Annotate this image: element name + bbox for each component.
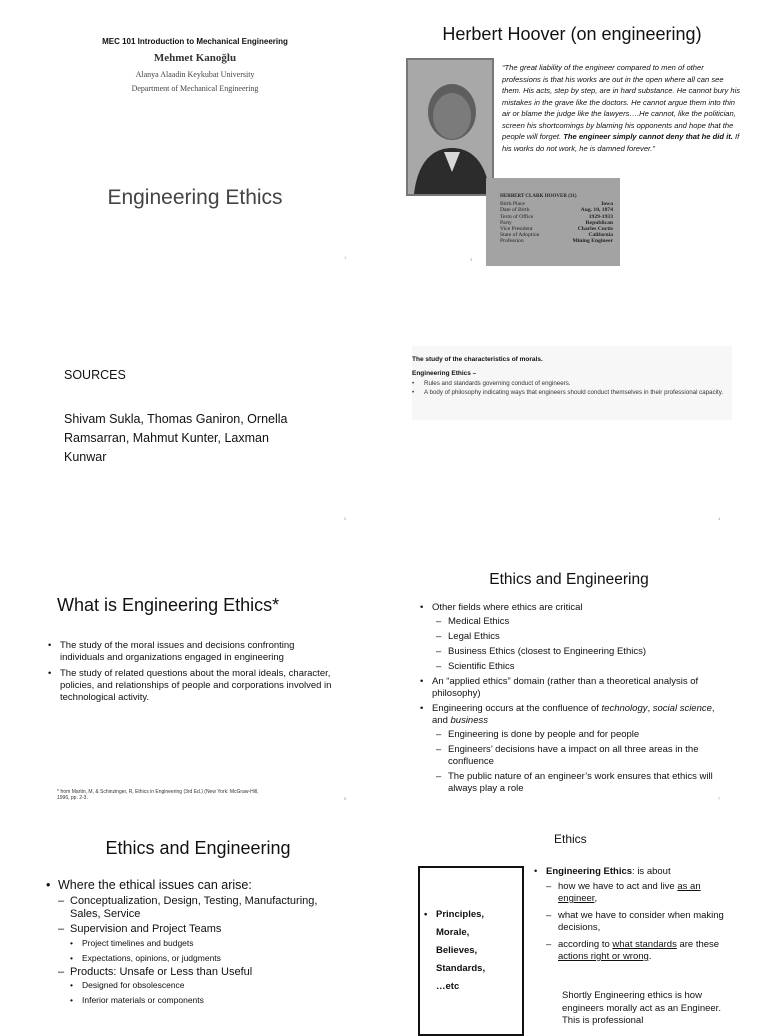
page-number: 4 [718,516,721,521]
footnote: * from Martin, M, & Schinzinger, R, Ethics in Engineering (3rd Ed.) (New York: McGraw-Hill, 1996, pp. 2-3. [57,789,259,801]
sub-item-text: Products: Unsafe or Less than Useful [70,965,253,978]
list-item [534,866,724,964]
slide-hoover [384,0,768,264]
page-number: 7 [718,796,721,801]
detail-item: • Expectations, opinions, or judgments [70,953,346,964]
concept-item: Standards, [436,963,486,974]
hoover-info-card [486,178,620,266]
card-row-value: Republican [585,219,613,226]
university-name: Alanya Alaadin Keykubat University [135,70,255,79]
sources-heading: SOURCES [64,368,126,382]
sources-names: Shivam Sukla, Thomas Ganiron, Ornella Ramsarran, Mahmut Kunter, Laxman Kunwar [64,412,288,464]
card-row-value: Aug. 10, 1874 [580,207,613,214]
card-row-value: 1929-1933 [588,213,613,220]
hoover-quote [502,62,742,154]
slide-title: Herbert Hoover (on engineering) [442,24,702,44]
sub-item [546,939,724,964]
card-header: HERBERT CLARK HOOVER (31) [500,194,577,199]
slide-what-is [0,532,384,801]
card-row-label: Profession [500,238,524,245]
sub-item-text: according to [558,938,613,950]
definition-term: Engineering Ethics – [412,370,477,377]
definition-line: The study of the characteristics of morals. [412,356,543,363]
sub-item [546,881,724,906]
main-list [420,602,730,795]
slide-title: Ethics [554,832,587,846]
card-row-label: State of Adoption [500,232,540,239]
concept-item: …etc [436,981,460,992]
sub-item: – Business Ethics (closest to Engineering Ethics) [436,646,730,658]
detail-item: • Project timelines and budgets [70,938,346,949]
detail-item: • Designed for obsolescence [70,980,346,991]
list-item: • The study of related questions about the moral ideals, character, policies, and relationships of people and corporations involved in technological activity. [48,668,334,704]
term-business: business [450,715,488,726]
course-name: MEC 101 Introduction to Mechanical Engineering [102,37,288,46]
sub-item-text: Supervision and Project Teams [70,923,222,935]
definition-bullet: • Rules and standards governing conduct of engineers. [412,380,732,389]
slide-sources [0,266,384,530]
list-item-text: : is about [632,866,671,877]
slide-ethics-engineering-1 [384,532,768,801]
main-list [46,878,346,1006]
sub-item: – Engineering is done by people and for people [436,729,730,741]
list-item-text: Other fields where ethics are critical [432,602,583,613]
list-item [420,703,730,795]
slide-title: Ethics and Engineering [105,838,291,858]
list-item: • The study of the moral issues and decisions confronting individuals and organizations engaged in engineering [48,640,334,664]
presentation-title: Engineering Ethics [107,186,283,209]
underlined-text: what standards [612,938,677,950]
underlined-text: as an engineer [558,880,701,904]
quote-emphasis: The engineer simply cannot deny that he did it. [563,132,733,141]
page-number: 5 [344,796,347,801]
sub-item: – what we have to consider when making decisions, [546,910,724,935]
quote-ending: If his works do not work, he is damned forever.” [502,132,740,153]
sub-item [58,923,346,964]
ethics-list [534,866,724,964]
sub-item [58,966,346,1007]
department-name: Department of Mechanical Engineering [131,84,259,93]
card-row-label: Party [500,219,512,226]
term-social-science: social science [652,703,712,714]
card-row-label: Date of Birth [500,207,530,214]
hoover-portrait [406,58,494,196]
concept-item: • Principles, [424,906,522,924]
term-engineering-ethics: Engineering Ethics [546,866,633,877]
slide-title: Ethics and Engineering [489,571,649,588]
slide-definition [384,266,768,530]
card-row-label: Term of Office [500,213,534,220]
list-item [420,602,730,673]
page-number: 2 [344,516,347,521]
underlined-text: actions right or wrong [558,951,649,962]
card-row-value: California [588,232,613,239]
definition-list [48,640,334,704]
definition-screenshot [412,346,732,420]
detail-item: • Inferior materials or components [70,995,346,1006]
card-row-value: Charles Curtis [577,226,613,233]
card-row-value: Iowa [601,201,613,208]
list-item-text: Engineering occurs at the confluence of [432,703,602,714]
sub-item-text: are these [676,938,720,950]
concept-item: Morale, [436,927,470,938]
concepts-box [418,866,524,1036]
slide-ethics [384,820,768,1024]
card-row-label: Birth Place [500,201,526,208]
slide-title [0,0,384,264]
card-row-label: Vice President [500,226,533,233]
quote-text: “The great liability of the engineer compared to men of other professions is that his works are out in the open where all can see them. His acts, step by step, are in hard substance. He cannot bury his mistakes in the grave like the doctors. He cannot argue them into thin air or blame the judge like the lawyers….He cannot, like the politician, screen his shortcomings by blaming his opponents and hope that the people will forget. [502,63,741,141]
sub-item: – The public nature of an engineer’s work ensures that ethics will always play a role [436,771,730,795]
slide-ethics-engineering-2 [0,820,384,1024]
page-number: 3 [470,257,473,262]
summary-paragraph: Shortly Engineering ethics is how engineers morally act as an Engineer. This is professional [562,990,721,1026]
slide-title: What is Engineering Ethics* [57,595,280,615]
separator: , and [432,703,715,726]
list-item [46,878,346,1006]
card-rows [500,201,613,244]
punctuation: . [648,951,652,962]
card-row [500,238,613,244]
list-item-text: Where the ethical issues can arise: [58,878,252,892]
sub-item: – Legal Ethics [436,631,730,643]
page-number: 1 [344,255,347,260]
sub-item: – Scientific Ethics [436,661,730,673]
sub-item: – Engineers’ decisions have a impact on all three areas in the confluence [436,744,730,768]
definition-bullet: • A body of philosophy indicating ways that engineers should conduct themselves in their professional capacity. [412,389,732,398]
author-name: Mehmet Kanoğlu [153,52,237,64]
card-row-value: Mining Engineer [572,238,613,245]
sub-item: – Conceptualization, Design, Testing, Manufacturing, Sales, Service [58,895,346,920]
list-item: • An “applied ethics” domain (rather than a theoretical analysis of philosophy) [420,676,730,700]
separator: , [647,703,653,714]
sub-item-text: how we have to act and live [558,880,678,892]
sub-item: – Medical Ethics [436,616,730,628]
term-technology: technology [601,703,648,714]
concept-item: Believes, [436,945,478,956]
punctuation: , [594,893,598,904]
